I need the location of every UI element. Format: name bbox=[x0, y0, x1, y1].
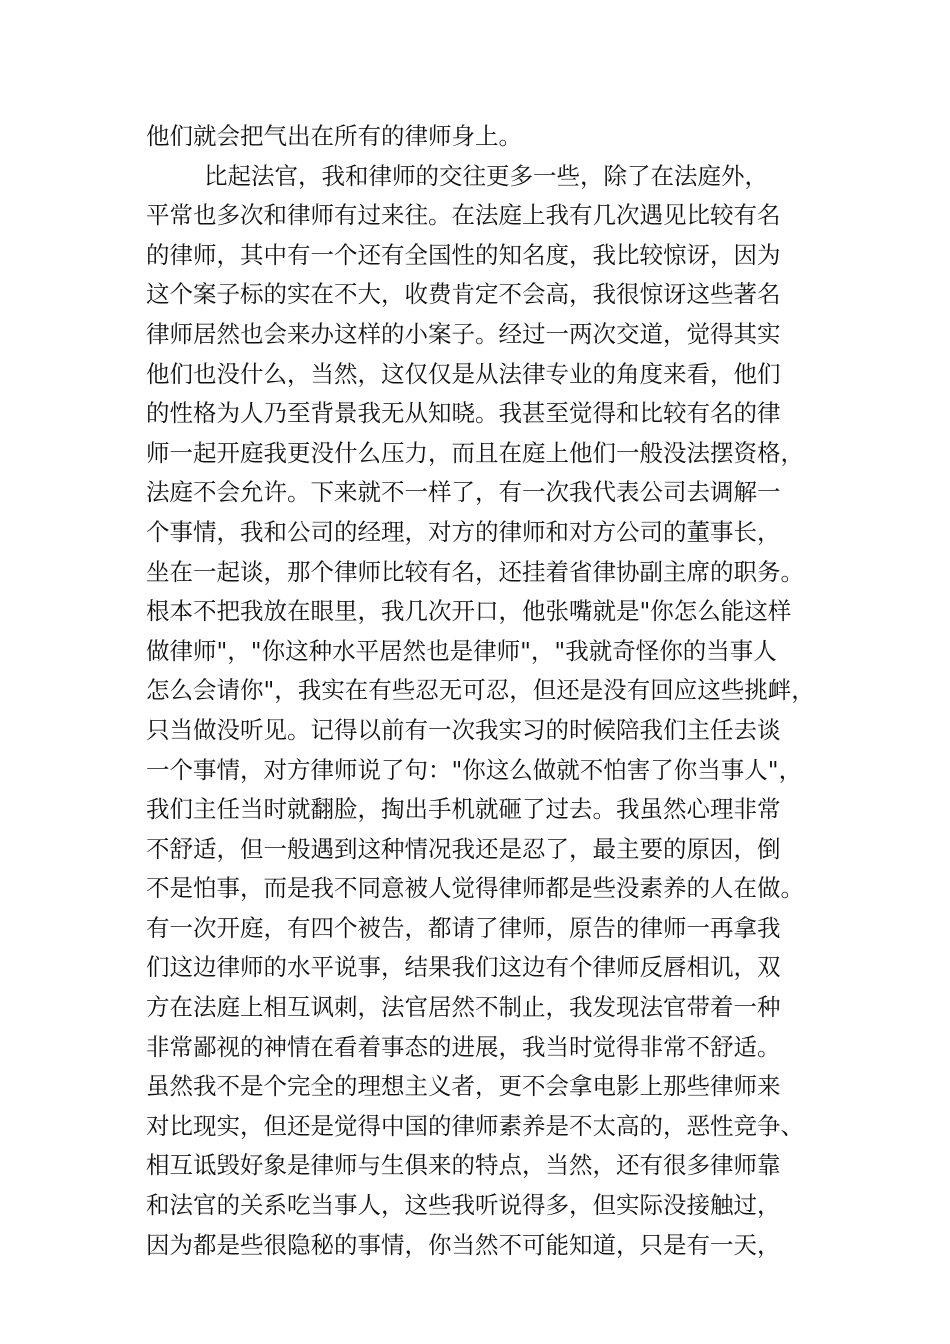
text-line: 和法官的关系吃当事人，这些我听说得多，但实际没接触过， bbox=[146, 1191, 781, 1220]
text-line: 对比现实，但还是觉得中国的律师素养是不太高的，恶性竞争、 bbox=[146, 1111, 804, 1140]
text-line: 个事情，我和公司的经理，对方的律师和对方公司的董事长， bbox=[146, 517, 781, 546]
text-line: 们这边律师的水平说事，结果我们这边有个律师反唇相讥，双 bbox=[146, 953, 781, 982]
text-line: 只当做没听见。记得以前有一次我实习的时候陪我们主任去谈 bbox=[146, 715, 781, 744]
text-line: 他们就会把气出在所有的律师身上。 bbox=[146, 122, 522, 150]
text-line: 的律师，其中有一个还有全国性的知名度，我比较惊讶，因为 bbox=[146, 240, 781, 269]
text-line: 他们也没什么，当然，这仅仅是从法律专业的角度来看，他们 bbox=[146, 359, 781, 388]
text-line: 律师居然也会来办这样的小案子。经过一两次交道，觉得其实 bbox=[146, 319, 781, 348]
text-line: 根本不把我放在眼里，我几次开口，他张嘴就是"你怎么能这样 bbox=[146, 597, 792, 626]
text-line: 师一起开庭我更没什么压力，而且在庭上他们一般没法摆资格， bbox=[146, 438, 804, 467]
text-line: 一个事情，对方律师说了句："你这么做就不怕害了你当事人"， bbox=[146, 755, 803, 784]
text-line: 非常鄙视的神情在看着事态的进展，我当时觉得非常不舒适。 bbox=[146, 1032, 781, 1061]
text-line: 相互诋毁好象是律师与生俱来的特点，当然，还有很多律师靠 bbox=[146, 1151, 781, 1180]
text-line: 做律师"，"你这种水平居然也是律师"，"我就奇怪你的当事人 bbox=[146, 636, 777, 665]
text-line: 法庭不会允许。下来就不一样了，有一次我代表公司去调解一 bbox=[146, 478, 781, 507]
text-line: 怎么会请你"，我实在有些忍无可忍，但还是没有回应这些挑衅， bbox=[146, 676, 815, 705]
text-line: 因为都是些很隐秘的事情，你当然不可能知道，只是有一天， bbox=[146, 1230, 781, 1259]
text-line: 我们主任当时就翻脸，掏出手机就砸了过去。我虽然心理非常 bbox=[146, 795, 781, 824]
text-line: 的性格为人乃至背景我无从知晓。我甚至觉得和比较有名的律 bbox=[146, 399, 781, 428]
text-line: 这个案子标的实在不大，收费肯定不会高，我很惊讶这些著名 bbox=[146, 280, 781, 309]
text-line: 平常也多次和律师有过来往。在法庭上我有几次遇见比较有名 bbox=[146, 201, 781, 230]
text-line: 有一次开庭，有四个被告，都请了律师，原告的律师一再拿我 bbox=[146, 913, 781, 942]
paragraph-start-line: 比起法官，我和律师的交往更多一些，除了在法庭外， bbox=[204, 161, 768, 190]
text-line: 坐在一起谈，那个律师比较有名，还挂着省律协副主席的职务。 bbox=[146, 557, 804, 586]
body-text bbox=[146, 117, 826, 1265]
text-line: 方在法庭上相互讽刺，法官居然不制止，我发现法官带着一种 bbox=[146, 993, 781, 1022]
text-line: 不舒适，但一般遇到这种情况我还是忍了，最主要的原因，倒 bbox=[146, 834, 781, 863]
text-line: 不是怕事，而是我不同意被人觉得律师都是些没素养的人在做。 bbox=[146, 874, 804, 903]
text-line: 虽然我不是个完全的理想主义者，更不会拿电影上那些律师来 bbox=[146, 1072, 781, 1101]
